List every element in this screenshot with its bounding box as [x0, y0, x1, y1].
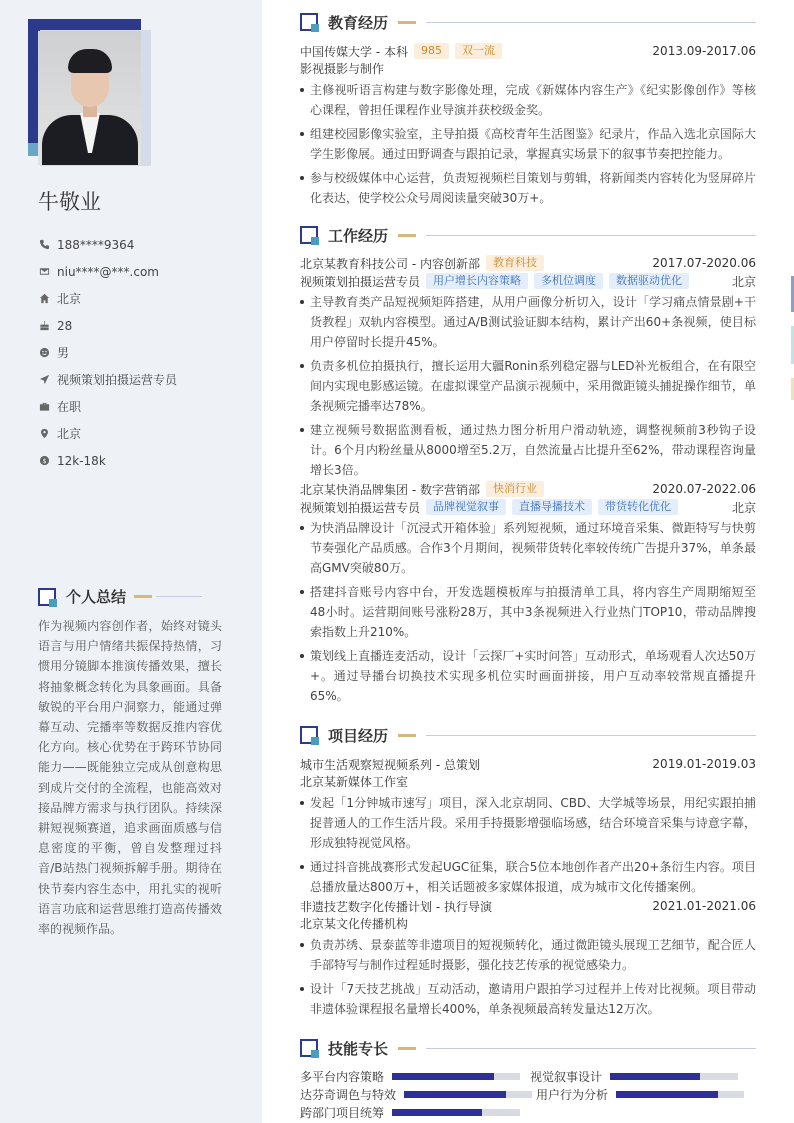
education-heading [300, 12, 756, 32]
skill-tag: 用户增长内容策略 [426, 273, 528, 289]
list-item: 搭建抖音账号内容中台，开发选题模板库与拍摄清单工具，将内容生产周期缩短至48小时。运营期间账号涨粉28万，其中3条视频进入行业热门TOP10，带动品牌搜索指数上升210%。 [300, 582, 756, 642]
education-section [300, 12, 756, 212]
gender-icon [38, 347, 50, 359]
heading-divider [426, 22, 756, 23]
company-name: 北京某教育科技公司 - 内容创新部 [300, 256, 480, 271]
email-text: niu****@***.com [57, 264, 159, 279]
skill-bar-fill [610, 1073, 700, 1080]
project-header [300, 897, 756, 915]
info-home [38, 285, 177, 312]
city-text: 北京 [57, 427, 82, 441]
skills-section [300, 1038, 756, 1058]
job-city: 北京 [731, 500, 756, 515]
salary-icon [38, 455, 50, 467]
job-bullets [300, 292, 756, 480]
heading-accent-bar [134, 595, 152, 598]
skill-tag: 多机位调度 [534, 273, 603, 289]
list-item: 通过抖音挑战赛形式发起UGC征集，联合5位本地创作者产出20+条衍生内容。项目总播放量达800万+，相关话题被多家媒体报道，成为城市文化传播案例。 [300, 857, 756, 897]
contact-info-list [38, 231, 177, 474]
job-date: 2020.07-2022.06 [652, 482, 756, 496]
skill-tag: 数据驱动优化 [609, 273, 689, 289]
section-marker-icon [300, 226, 318, 244]
skill-bar [392, 1109, 520, 1116]
skill-bar [392, 1073, 520, 1080]
summary-text: 作为视频内容创作者，始终对镜头语言与用户情绪共振保持热情，习惯用分镜脚本推演传播效果，擅长将抽象概念转化为具象画面。具备敏锐的平台用户洞察力，能通过弹幕互动、完播率等数据反推内容优化方向。核心优势在于跨环节协同能力——既能独立完成从创意构思到成片交付的全流程，也能高效对接品牌方需求与执行团队。持续深耕短视频赛道，追求画面质感与信息密度的平衡，曾自发整理过抖音/B站热门视频拆解手册。期待在快节奏内容生态中，用扎实的视听语言功底和运营思维打造高传播效率的视频作品。 [38, 619, 222, 937]
company-name: 北京某快消品牌集团 - 数字营销部 [300, 482, 480, 497]
list-item: 组建校园影像实验室，主导拍摄《高校青年生活图鉴》纪录片，作品入选北京国际大学生影像展。通过田野调查与跟拍记录，掌握真实场景下的叙事节奏把控能力。 [300, 124, 756, 164]
summary-heading [38, 586, 202, 607]
candidate-name: 牛敬业 [38, 190, 101, 214]
education-title: 教育经历 [328, 13, 389, 32]
avatar [38, 31, 141, 165]
heading-accent-bar [398, 234, 416, 237]
projects-section [300, 725, 756, 1023]
skill-tag: 带货转化优化 [598, 499, 678, 515]
heading-divider [426, 235, 756, 236]
project-header [300, 755, 756, 773]
skill-bar-fill [404, 1091, 506, 1098]
project-name: 城市生活观察短视频系列 - 总策划 [300, 757, 480, 772]
project-bullets [300, 793, 756, 897]
info-city [38, 420, 177, 447]
info-email [38, 258, 177, 285]
phone-icon [38, 239, 50, 251]
salary-text: 12k-18k [57, 453, 106, 468]
list-item: 策划线上直播连麦活动，设计「云探厂+实时问答」互动形式，单场观看人次达50万+。通过导播台切换技术实现多机位实时画面拼接，用户互动率较常规直播提升65%。 [300, 646, 756, 706]
info-gender [38, 339, 177, 366]
industry-tag: 教育科技 [486, 255, 544, 271]
skill-item [530, 1067, 738, 1085]
photo-corner-accent [28, 143, 38, 156]
skill-tag: 品牌视觉叙事 [426, 499, 506, 515]
heading-divider [426, 735, 756, 736]
heading-divider [156, 596, 202, 597]
svg-text:$: $ [41, 456, 47, 465]
skill-bar [404, 1091, 532, 1098]
list-item: 参与校级媒体中心运营，负责短视频栏目策划与剪辑，将新闻类内容转化为竖屏碎片化表达，使学校公众号周阅读量突破30万+。 [300, 168, 756, 208]
gender-text: 男 [57, 346, 70, 360]
list-item: 设计「7天技艺挑战」互动活动，邀请用户跟拍学习过程并上传对比视频。项目带动非遗体验课程报名量增长400%，单条视频最高转发量达12万次。 [300, 979, 756, 1019]
status-text: 在职 [57, 400, 82, 414]
job-city: 北京 [731, 274, 756, 289]
skill-tag: 直播导播技术 [512, 499, 592, 515]
major: 影视摄影与制作 [300, 62, 385, 76]
list-item: 负责苏绣、景泰蓝等非遗项目的短视频转化，通过微距镜头展现工艺细节，配合匠人手部特写与制作过程延时摄影，强化技艺传承的视觉感染力。 [300, 935, 756, 975]
work-section [300, 225, 756, 710]
location-pin-icon [38, 428, 50, 440]
skill-bar-fill [392, 1073, 494, 1080]
project-name: 非遗技艺数字化传播计划 - 执行导演 [300, 899, 492, 914]
list-item: 发起「1分钟城市速写」项目，深入北京胡同、CBD、大学城等场景，用纪实跟拍捕捉普通人的工作生活片段。采用手持摄影增强临场感，结合环境音采集与诗意字幕，形成独特视觉风格。 [300, 793, 756, 853]
industry-tag: 快消行业 [486, 481, 544, 497]
heading-divider [426, 1048, 756, 1049]
project-date: 2019.01-2019.03 [652, 757, 756, 771]
school-name: 中国传媒大学 - 本科 [300, 44, 408, 59]
project-org: 北京某新媒体工作室 [300, 775, 409, 789]
project-bullets [300, 935, 756, 1019]
education-bullets [300, 80, 756, 208]
info-age [38, 312, 177, 339]
skill-bar-fill [616, 1091, 718, 1098]
work-heading [300, 225, 756, 245]
skill-name: 视觉叙事设计 [530, 1069, 603, 1084]
list-item: 负责多机位拍摄执行，擅长运用大疆Ronin系列稳定器与LED补光板组合，在有限空间内实现电影感运镜。在虚拟课堂产品演示视频中，采用微距镜头捕捉操作细节，单条视频完播率达78%。 [300, 356, 756, 416]
job-position: 视频策划拍摄运营专员 [300, 500, 421, 515]
skills-title: 技能专长 [328, 1039, 389, 1058]
skill-item [300, 1067, 520, 1085]
info-salary [38, 447, 177, 474]
job-header [300, 254, 756, 272]
skill-item [536, 1085, 744, 1103]
phone-text: 188****9364 [57, 237, 135, 252]
briefcase-icon [38, 401, 50, 413]
list-item: 建立视频号数据监测看板，通过热力图分析用户滑动轨迹，调整视频前3秒钩子设计。6个月内粉丝量从8000增至5.2万，自然流量占比提升至62%，带动课程咨询量增长3倍。 [300, 420, 756, 480]
job-bullets [300, 518, 756, 706]
skill-name: 用户行为分析 [536, 1087, 609, 1102]
project-org: 北京某文化传播机构 [300, 917, 409, 931]
section-marker-icon [300, 13, 318, 31]
heading-accent-bar [398, 734, 416, 737]
position-text: 视频策划拍摄运营专员 [57, 373, 178, 387]
summary-title: 个人总结 [66, 588, 127, 606]
list-item: 为快消品牌设计「沉浸式开箱体验」系列短视频，通过环境音采集、微距特写与快剪节奏强化产品质感。合作3个月期间，视频带货转化率较传统广告提升37%，单条最高GMV突破80万。 [300, 518, 756, 578]
job-subheader [300, 498, 756, 516]
skill-bar [610, 1073, 738, 1080]
heading-accent-bar [398, 21, 416, 24]
list-item: 主导教育类产品短视频矩阵搭建，从用户画像分析切入，设计「学习痛点情景剧+干货教程」双轨内容模型。通过A/B测试验证脚本结构，累计产出60+条视频，使目标用户停留时长提升45%。 [300, 292, 756, 352]
skill-name: 跨部门项目统筹 [300, 1105, 385, 1120]
age-text: 28 [57, 318, 73, 333]
work-title: 工作经历 [328, 226, 389, 245]
skill-bar-fill [392, 1109, 482, 1116]
heading-accent-bar [398, 1047, 416, 1050]
skill-item [300, 1103, 520, 1121]
sidebar [0, 0, 262, 1123]
cake-icon [38, 320, 50, 332]
tag-double-first-class: 双一流 [455, 43, 502, 59]
section-marker-icon [300, 1039, 318, 1057]
section-marker-icon [38, 588, 56, 606]
skill-bar [616, 1091, 744, 1098]
list-item: 主修视听语言构建与数字影像处理，完成《新媒体内容生产》《纪实影像创作》等核心课程，曾担任课程作业导演并获校级金奖。 [300, 80, 756, 120]
skill-name: 多平台内容策略 [300, 1069, 385, 1084]
hometown-text: 北京 [57, 292, 82, 306]
skill-name: 达芬奇调色与特效 [300, 1087, 397, 1102]
info-position [38, 366, 177, 393]
tag-985: 985 [414, 43, 449, 59]
job-subheader [300, 272, 756, 290]
job-position: 视频策划拍摄运营专员 [300, 274, 421, 289]
skill-item [300, 1085, 532, 1103]
job-header [300, 480, 756, 498]
send-icon [38, 374, 50, 386]
education-date: 2013.09-2017.06 [652, 44, 756, 58]
section-marker-icon [300, 726, 318, 744]
projects-title: 项目经历 [328, 726, 389, 745]
info-phone [38, 231, 177, 258]
info-status [38, 393, 177, 420]
education-row [300, 42, 756, 60]
job-date: 2017.07-2020.06 [652, 256, 756, 270]
projects-heading [300, 725, 756, 745]
skills-heading [300, 1038, 756, 1058]
home-icon [38, 293, 50, 305]
email-icon [38, 266, 50, 278]
project-date: 2021.01-2021.06 [652, 899, 756, 913]
